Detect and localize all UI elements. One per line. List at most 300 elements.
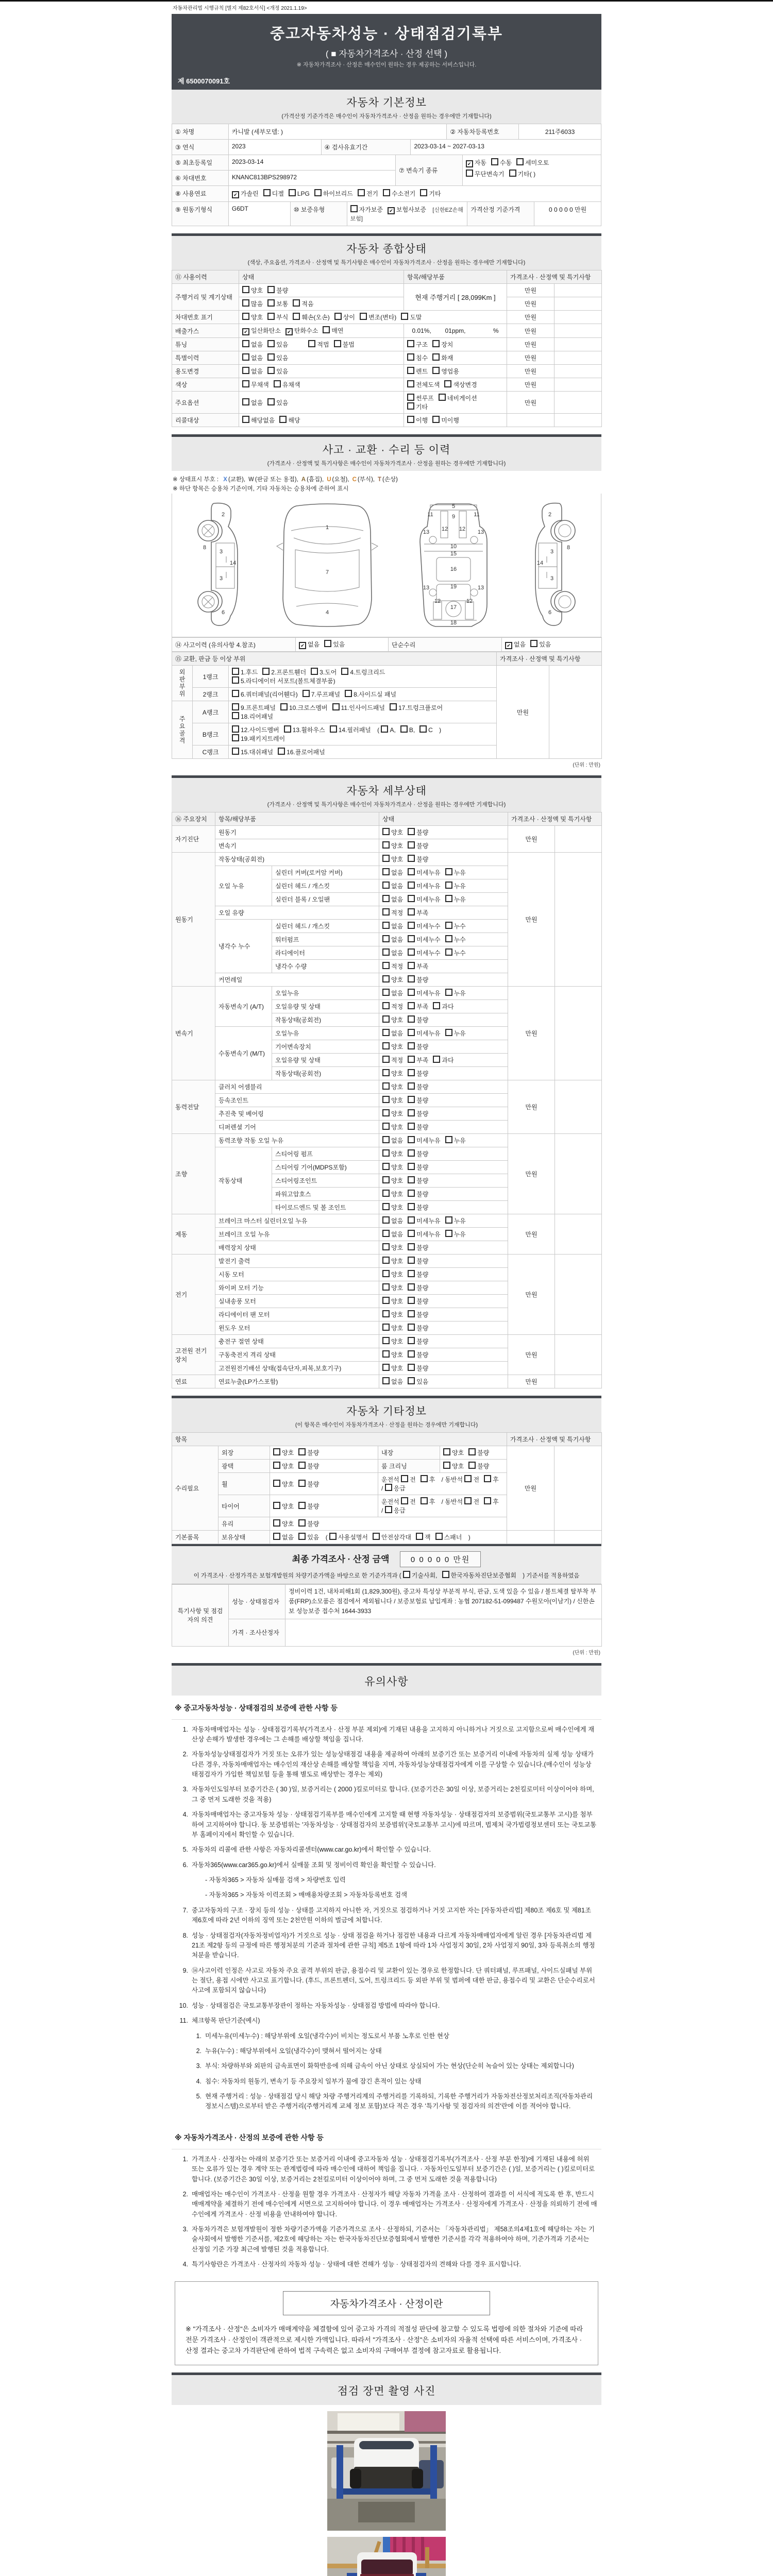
checkbox[interactable] — [408, 1297, 415, 1304]
checkbox-option[interactable] — [267, 353, 288, 362]
checkbox-option[interactable] — [273, 1519, 294, 1528]
checkbox-option[interactable] — [382, 1216, 403, 1225]
checkbox[interactable] — [267, 353, 275, 361]
checkbox[interactable] — [408, 1203, 415, 1210]
checkbox[interactable] — [273, 1533, 280, 1540]
checkbox-option[interactable] — [407, 416, 428, 425]
checkbox[interactable] — [408, 882, 415, 889]
checkbox-option[interactable] — [334, 340, 355, 349]
checkbox-option[interactable] — [232, 734, 285, 743]
checkbox[interactable] — [445, 948, 452, 956]
checkbox[interactable] — [484, 1475, 491, 1482]
checkbox-option[interactable] — [382, 1149, 403, 1158]
checkbox-option[interactable] — [382, 1350, 403, 1359]
checkbox-option[interactable] — [408, 1203, 428, 1212]
checkbox[interactable] — [382, 1190, 390, 1197]
checkbox[interactable] — [445, 922, 452, 929]
checkbox[interactable] — [401, 1475, 408, 1482]
checkbox[interactable] — [382, 1056, 390, 1063]
checkbox-option[interactable] — [279, 416, 300, 425]
checkbox-option[interactable] — [242, 326, 281, 335]
checkbox-option[interactable] — [445, 989, 466, 997]
checkbox[interactable] — [408, 1310, 415, 1317]
checkbox-option[interactable] — [373, 1533, 411, 1541]
checkbox[interactable] — [242, 398, 249, 405]
checkbox[interactable] — [382, 1337, 390, 1344]
checkbox-option[interactable] — [432, 340, 453, 349]
checkbox-option[interactable] — [407, 394, 434, 402]
checkbox[interactable] — [408, 1190, 415, 1197]
checkbox-option[interactable] — [382, 1324, 403, 1332]
checkbox[interactable] — [382, 975, 390, 982]
checkbox-option[interactable] — [491, 158, 512, 167]
checkbox[interactable] — [432, 367, 440, 374]
checkbox[interactable] — [408, 1015, 415, 1023]
checkbox-option[interactable] — [445, 1029, 466, 1038]
checkbox[interactable] — [408, 1377, 415, 1384]
checkbox[interactable] — [324, 640, 331, 647]
checkbox[interactable] — [382, 1270, 390, 1277]
checkbox-option[interactable] — [242, 398, 263, 407]
checkbox-option[interactable] — [273, 1448, 294, 1457]
checkbox[interactable] — [390, 703, 397, 710]
checkbox-option[interactable] — [382, 1203, 403, 1212]
checkbox[interactable] — [408, 1002, 415, 1009]
checkbox-option[interactable] — [382, 841, 403, 850]
checkbox-option[interactable] — [341, 668, 385, 676]
checkbox[interactable] — [408, 828, 415, 835]
checkbox[interactable] — [232, 712, 239, 719]
checkbox[interactable]: ✔ — [505, 642, 512, 649]
checkbox[interactable] — [408, 908, 415, 916]
checkbox-option[interactable] — [289, 189, 310, 197]
checkbox[interactable] — [408, 841, 415, 849]
checkbox-option[interactable] — [419, 725, 433, 734]
checkbox-option[interactable] — [408, 1149, 428, 1158]
checkbox-option[interactable] — [464, 1475, 479, 1484]
checkbox[interactable] — [408, 868, 415, 875]
checkbox-option[interactable] — [382, 1230, 403, 1239]
checkbox-option[interactable] — [298, 1480, 319, 1488]
checkbox[interactable] — [443, 1462, 450, 1469]
checkbox[interactable] — [407, 380, 414, 387]
checkbox[interactable] — [341, 668, 348, 675]
checkbox-option[interactable] — [408, 1015, 428, 1024]
checkbox-option[interactable] — [408, 1002, 428, 1011]
checkbox-option[interactable] — [416, 1533, 431, 1541]
checkbox[interactable] — [298, 1519, 306, 1527]
checkbox-option[interactable] — [298, 1502, 319, 1511]
checkbox-option[interactable] — [382, 1029, 403, 1038]
checkbox-option[interactable] — [382, 1190, 403, 1198]
checkbox[interactable] — [382, 989, 390, 996]
checkbox[interactable] — [408, 1069, 415, 1076]
checkbox[interactable] — [242, 416, 249, 423]
checkbox[interactable] — [408, 1029, 415, 1036]
checkbox[interactable] — [382, 1230, 390, 1237]
checkbox-option[interactable] — [382, 1377, 403, 1386]
checkbox[interactable] — [443, 1448, 450, 1455]
checkbox[interactable] — [382, 1297, 390, 1304]
checkbox-option[interactable] — [408, 975, 428, 984]
checkbox[interactable] — [445, 895, 452, 902]
checkbox[interactable] — [464, 1475, 472, 1482]
checkbox[interactable] — [408, 1176, 415, 1183]
checkbox[interactable] — [484, 1497, 491, 1504]
checkbox-option[interactable] — [382, 1310, 403, 1319]
checkbox-option[interactable] — [273, 1533, 294, 1541]
checkbox[interactable] — [408, 922, 415, 929]
checkbox[interactable] — [408, 1056, 415, 1063]
checkbox[interactable] — [242, 286, 249, 293]
checkbox[interactable] — [382, 922, 390, 929]
checkbox-option[interactable] — [408, 922, 440, 930]
checkbox[interactable] — [382, 1216, 390, 1224]
checkbox[interactable] — [232, 676, 239, 684]
checkbox-option[interactable] — [408, 1270, 428, 1279]
checkbox[interactable] — [232, 725, 239, 733]
checkbox-option[interactable] — [330, 725, 371, 734]
checkbox[interactable] — [382, 1002, 390, 1009]
checkbox-option[interactable] — [242, 367, 263, 376]
checkbox-option[interactable] — [408, 1123, 428, 1131]
checkbox-option[interactable] — [484, 1475, 499, 1484]
checkbox[interactable] — [382, 935, 390, 942]
checkbox[interactable] — [445, 1029, 452, 1036]
checkbox-option[interactable] — [381, 725, 395, 734]
checkbox[interactable] — [382, 1096, 390, 1103]
checkbox[interactable] — [468, 1462, 476, 1469]
checkbox[interactable] — [382, 1377, 390, 1384]
checkbox-option[interactable] — [267, 286, 288, 295]
checkbox-option[interactable] — [433, 1002, 453, 1011]
checkbox-option[interactable] — [408, 1176, 428, 1185]
checkbox[interactable] — [439, 394, 446, 401]
checkbox[interactable] — [242, 353, 249, 361]
checkbox[interactable] — [419, 725, 427, 733]
checkbox-option[interactable] — [232, 703, 276, 712]
checkbox[interactable] — [311, 668, 318, 675]
checkbox-option[interactable] — [401, 1475, 416, 1484]
checkbox[interactable] — [298, 1533, 306, 1540]
checkbox-option[interactable] — [267, 313, 288, 321]
checkbox-option[interactable] — [232, 189, 259, 198]
checkbox-option[interactable] — [464, 1497, 479, 1506]
checkbox-option[interactable] — [382, 1257, 403, 1265]
checkbox-option[interactable] — [382, 895, 403, 904]
checkbox-option[interactable] — [232, 668, 258, 676]
checkbox-option[interactable] — [274, 380, 300, 389]
checkbox[interactable] — [445, 1136, 452, 1143]
checkbox[interactable] — [358, 189, 365, 196]
checkbox[interactable] — [408, 895, 415, 902]
checkbox[interactable] — [242, 299, 249, 307]
checkbox-option[interactable] — [439, 394, 477, 402]
checkbox[interactable] — [263, 189, 271, 196]
checkbox[interactable] — [303, 690, 310, 697]
checkbox[interactable] — [509, 170, 516, 177]
checkbox[interactable] — [468, 1448, 476, 1455]
checkbox[interactable] — [491, 158, 498, 165]
checkbox-option[interactable] — [444, 380, 477, 389]
checkbox-option[interactable] — [267, 299, 288, 308]
checkbox[interactable] — [408, 855, 415, 862]
checkbox-option[interactable] — [400, 725, 415, 734]
checkbox[interactable] — [242, 313, 249, 320]
checkbox[interactable] — [242, 340, 249, 347]
checkbox-option[interactable] — [298, 1448, 319, 1457]
checkbox-option[interactable] — [267, 367, 288, 376]
checkbox-option[interactable] — [408, 1350, 428, 1359]
checkbox[interactable] — [444, 380, 451, 387]
checkbox-option[interactable] — [408, 935, 440, 944]
checkbox-option[interactable] — [408, 1377, 428, 1386]
checkbox[interactable] — [407, 402, 414, 410]
checkbox-option[interactable] — [388, 205, 426, 214]
checkbox-option[interactable] — [323, 326, 343, 335]
checkbox-option[interactable] — [408, 1190, 428, 1198]
checkbox[interactable] — [401, 1497, 408, 1504]
checkbox[interactable] — [435, 1533, 443, 1540]
checkbox[interactable] — [408, 1243, 415, 1250]
checkbox-option[interactable] — [408, 1337, 428, 1346]
checkbox-option[interactable] — [408, 1243, 428, 1252]
checkbox-option[interactable] — [432, 416, 459, 425]
checkbox[interactable] — [445, 882, 452, 889]
checkbox[interactable] — [232, 668, 239, 675]
checkbox[interactable] — [232, 734, 239, 741]
checkbox-option[interactable] — [445, 1230, 466, 1239]
checkbox[interactable] — [381, 725, 388, 733]
checkbox-option[interactable] — [408, 1310, 428, 1319]
checkbox-option[interactable] — [505, 640, 526, 649]
checkbox-option[interactable] — [382, 962, 403, 971]
checkbox-option[interactable] — [445, 1216, 466, 1225]
checkbox[interactable]: ✔ — [285, 328, 293, 335]
checkbox-option[interactable] — [443, 1462, 464, 1470]
checkbox[interactable] — [407, 367, 414, 374]
checkbox[interactable] — [382, 1283, 390, 1291]
checkbox[interactable] — [330, 725, 337, 733]
checkbox-option[interactable] — [382, 828, 403, 837]
checkbox-option[interactable] — [350, 205, 383, 214]
checkbox[interactable] — [293, 299, 300, 307]
checkbox[interactable] — [385, 1506, 392, 1513]
checkbox[interactable] — [408, 975, 415, 982]
checkbox-option[interactable] — [303, 690, 340, 699]
checkbox-option[interactable] — [329, 1533, 368, 1541]
checkbox-option[interactable] — [358, 189, 378, 198]
checkbox-option[interactable] — [324, 640, 345, 649]
checkbox-option[interactable] — [232, 725, 279, 734]
checkbox[interactable] — [408, 1230, 415, 1237]
checkbox-option[interactable] — [242, 380, 269, 389]
checkbox-option[interactable] — [242, 299, 263, 308]
checkbox[interactable] — [293, 313, 300, 320]
checkbox[interactable] — [382, 882, 390, 889]
checkbox-option[interactable] — [408, 1109, 428, 1118]
checkbox[interactable] — [382, 1069, 390, 1076]
checkbox-option[interactable] — [298, 1533, 319, 1541]
checkbox[interactable] — [408, 1109, 415, 1116]
checkbox[interactable] — [298, 1448, 306, 1455]
checkbox-option[interactable] — [484, 1497, 499, 1506]
checkbox-option[interactable] — [408, 828, 428, 837]
checkbox[interactable] — [329, 1533, 337, 1540]
checkbox[interactable] — [408, 1216, 415, 1224]
checkbox[interactable] — [267, 313, 275, 320]
checkbox-option[interactable] — [293, 313, 329, 321]
checkbox[interactable] — [334, 340, 341, 347]
checkbox[interactable] — [416, 1533, 423, 1540]
checkbox[interactable] — [279, 416, 287, 423]
checkbox-option[interactable] — [382, 1270, 403, 1279]
checkbox[interactable] — [516, 158, 524, 165]
checkbox[interactable] — [314, 189, 322, 196]
checkbox-option[interactable] — [445, 922, 466, 930]
checkbox[interactable] — [401, 313, 408, 320]
checkbox-option[interactable] — [345, 690, 396, 699]
checkbox[interactable] — [433, 1002, 440, 1009]
checkbox-option[interactable] — [435, 1533, 462, 1541]
checkbox-option[interactable] — [382, 882, 403, 890]
checkbox-option[interactable] — [468, 1462, 489, 1470]
checkbox[interactable] — [267, 367, 275, 374]
checkbox[interactable] — [267, 286, 275, 293]
checkbox-option[interactable] — [442, 1571, 517, 1580]
checkbox[interactable] — [408, 962, 415, 969]
checkbox[interactable] — [408, 1270, 415, 1277]
checkbox[interactable] — [408, 948, 415, 956]
checkbox[interactable] — [382, 1015, 390, 1023]
checkbox[interactable] — [298, 1502, 306, 1509]
checkbox[interactable] — [408, 1042, 415, 1049]
checkbox-option[interactable] — [232, 676, 335, 685]
checkbox[interactable] — [382, 1176, 390, 1183]
checkbox[interactable] — [433, 1056, 440, 1063]
checkbox[interactable] — [408, 1364, 415, 1371]
checkbox[interactable] — [273, 1480, 280, 1487]
checkbox[interactable] — [408, 1350, 415, 1358]
checkbox-option[interactable] — [408, 855, 428, 863]
checkbox[interactable] — [530, 640, 537, 647]
checkbox-option[interactable] — [382, 1283, 403, 1292]
checkbox-option[interactable] — [278, 748, 325, 756]
checkbox[interactable] — [382, 1109, 390, 1116]
checkbox[interactable] — [382, 1163, 390, 1170]
checkbox-option[interactable] — [530, 640, 551, 649]
checkbox[interactable] — [382, 828, 390, 835]
checkbox-option[interactable] — [299, 640, 320, 649]
checkbox-option[interactable] — [421, 1497, 435, 1506]
checkbox-option[interactable] — [232, 690, 298, 699]
checkbox-option[interactable] — [433, 1056, 453, 1064]
checkbox-option[interactable] — [293, 299, 313, 308]
checkbox-option[interactable] — [382, 1096, 403, 1105]
checkbox[interactable] — [382, 1042, 390, 1049]
checkbox[interactable] — [408, 1082, 415, 1090]
checkbox[interactable] — [232, 703, 239, 710]
checkbox[interactable] — [373, 1533, 380, 1540]
checkbox-option[interactable] — [408, 1096, 428, 1105]
checkbox[interactable] — [267, 398, 275, 405]
checkbox-option[interactable] — [408, 1082, 428, 1091]
checkbox-option[interactable] — [408, 1136, 440, 1145]
checkbox-option[interactable] — [408, 1324, 428, 1332]
checkbox[interactable] — [466, 170, 473, 177]
checkbox[interactable] — [382, 1310, 390, 1317]
checkbox-option[interactable] — [382, 1243, 403, 1252]
checkbox[interactable] — [408, 1283, 415, 1291]
checkbox-option[interactable] — [408, 1283, 428, 1292]
checkbox[interactable] — [382, 1029, 390, 1036]
checkbox[interactable] — [421, 1475, 428, 1482]
checkbox[interactable] — [407, 353, 414, 361]
checkbox-option[interactable] — [408, 1364, 428, 1372]
checkbox-option[interactable] — [382, 855, 403, 863]
checkbox-option[interactable] — [242, 313, 263, 321]
checkbox-option[interactable] — [443, 1448, 464, 1457]
checkbox-option[interactable] — [332, 703, 385, 712]
checkbox-option[interactable] — [382, 1297, 403, 1306]
checkbox[interactable] — [382, 1364, 390, 1371]
checkbox[interactable] — [445, 1216, 452, 1224]
checkbox[interactable] — [273, 1462, 280, 1469]
checkbox-option[interactable] — [407, 353, 428, 362]
checkbox-option[interactable] — [263, 189, 284, 198]
checkbox-option[interactable] — [382, 1136, 403, 1145]
checkbox[interactable] — [232, 748, 239, 755]
checkbox-option[interactable] — [390, 703, 443, 712]
checkbox[interactable] — [232, 690, 239, 697]
checkbox[interactable] — [445, 868, 452, 875]
checkbox[interactable] — [382, 1082, 390, 1090]
checkbox-option[interactable] — [407, 367, 428, 376]
checkbox[interactable] — [421, 1497, 428, 1504]
checkbox[interactable] — [350, 205, 358, 212]
checkbox[interactable] — [382, 1350, 390, 1358]
checkbox[interactable] — [284, 725, 291, 733]
checkbox-option[interactable] — [420, 189, 441, 198]
checkbox-option[interactable] — [385, 1506, 406, 1515]
checkbox-option[interactable] — [382, 1069, 403, 1078]
checkbox[interactable] — [267, 299, 275, 307]
checkbox[interactable]: ✔ — [232, 191, 239, 198]
checkbox[interactable] — [242, 380, 249, 387]
checkbox[interactable] — [274, 380, 281, 387]
checkbox[interactable] — [408, 1123, 415, 1130]
checkbox-option[interactable] — [445, 935, 466, 944]
checkbox-option[interactable] — [408, 868, 440, 877]
checkbox-option[interactable] — [466, 158, 486, 167]
checkbox[interactable] — [445, 935, 452, 942]
checkbox-option[interactable] — [298, 1519, 319, 1528]
checkbox-option[interactable] — [242, 340, 263, 349]
checkbox-option[interactable] — [382, 989, 403, 997]
checkbox-option[interactable] — [314, 189, 353, 198]
checkbox[interactable] — [382, 895, 390, 902]
checkbox-option[interactable] — [382, 1056, 403, 1064]
checkbox-option[interactable] — [242, 286, 263, 295]
checkbox-option[interactable] — [382, 868, 403, 877]
checkbox-option[interactable] — [382, 1364, 403, 1372]
checkbox-option[interactable] — [334, 313, 355, 321]
checkbox-option[interactable] — [408, 895, 440, 904]
checkbox-option[interactable] — [382, 1337, 403, 1346]
checkbox-option[interactable] — [445, 895, 466, 904]
checkbox[interactable] — [408, 1136, 415, 1143]
checkbox[interactable] — [267, 340, 275, 347]
